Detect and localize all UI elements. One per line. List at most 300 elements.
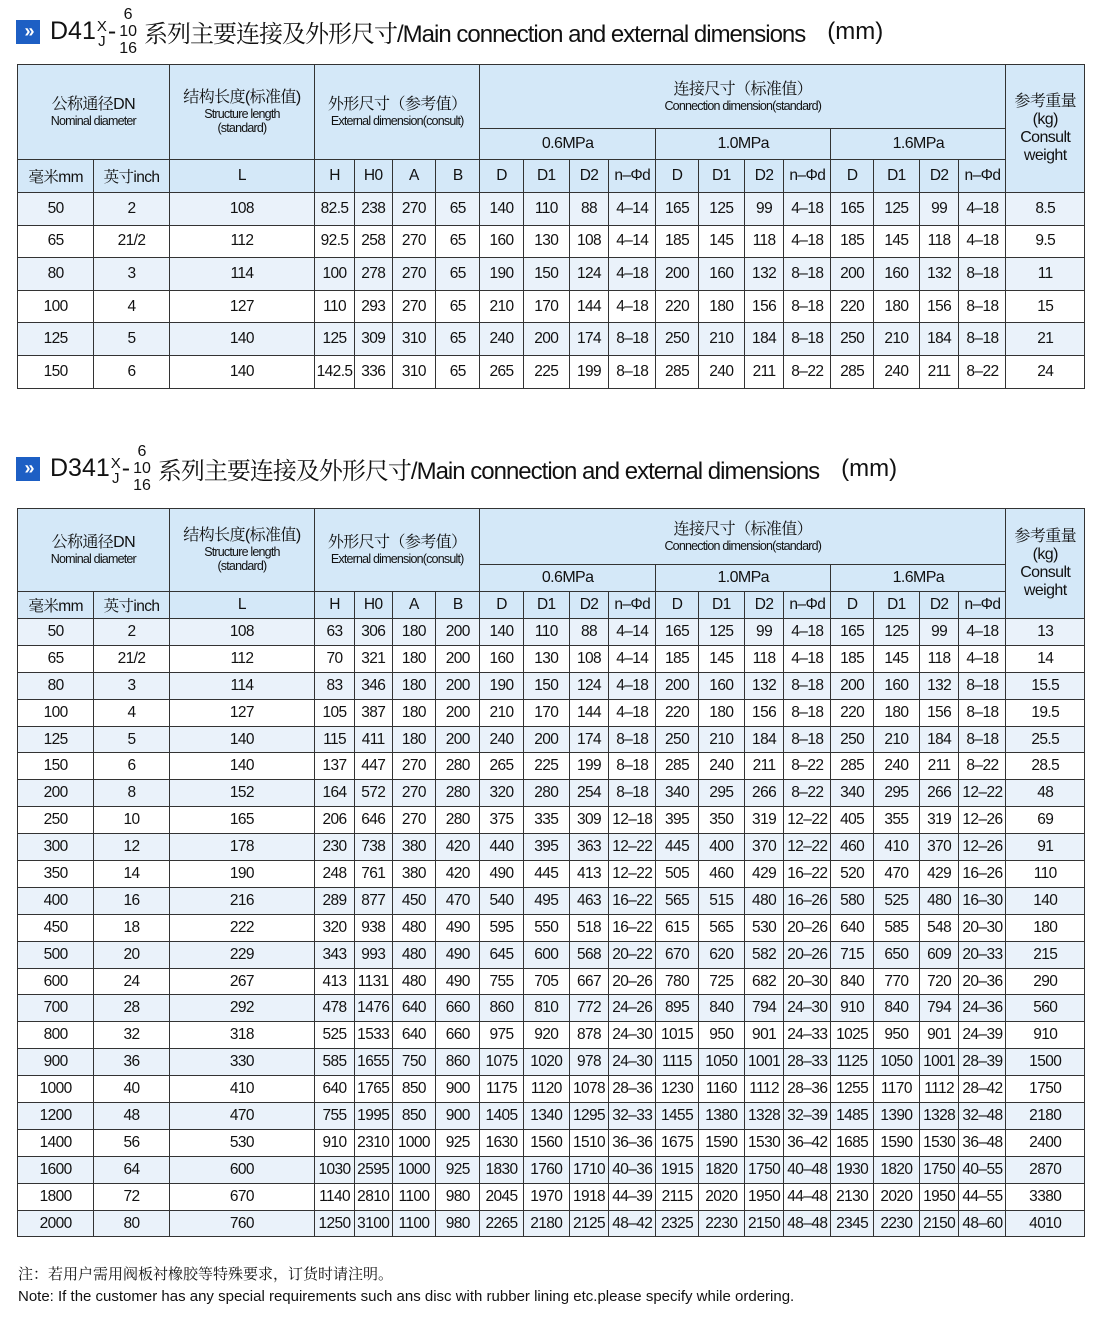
table-cell: 125 xyxy=(18,323,94,356)
table-cell: 160 xyxy=(873,672,919,699)
table-cell: 1476 xyxy=(354,995,392,1022)
table-cell: 108 xyxy=(569,645,609,672)
table-cell: 1765 xyxy=(354,1076,392,1103)
col-header-d1-label: D1 xyxy=(887,167,906,184)
table-row xyxy=(18,1022,1085,1049)
table-cell: 99 xyxy=(744,193,784,226)
col-header-nphi-label: n–Φd xyxy=(789,167,826,184)
structure-length-header-label: Structure length xyxy=(204,545,280,559)
col-header-inch-label-label: 英寸inch xyxy=(103,169,160,186)
table-cell: 82.5 xyxy=(315,193,355,226)
table-cell: 600 xyxy=(523,941,569,968)
table-cell: 1560 xyxy=(523,1129,569,1156)
table-cell: 105 xyxy=(315,699,355,726)
weight-header-label: Consult xyxy=(1020,128,1071,146)
table-cell: 100 xyxy=(18,290,94,323)
table-cell: 150 xyxy=(523,258,569,291)
table-cell: 320 xyxy=(480,780,524,807)
table-cell: 142.5 xyxy=(315,355,355,388)
table-cell: 28–39 xyxy=(959,1049,1006,1076)
table-cell: 184 xyxy=(744,726,784,753)
table-cell: 254 xyxy=(569,780,609,807)
table-cell: 1160 xyxy=(698,1076,744,1103)
table-cell: 140 xyxy=(169,726,315,753)
col-header-b xyxy=(436,592,480,619)
col-header-b-label: B xyxy=(452,167,463,184)
table-cell: 8–18 xyxy=(784,672,831,699)
table-row xyxy=(18,225,1085,258)
weight-header-label: 参考重量 xyxy=(1014,92,1077,110)
table-cell: 185 xyxy=(831,225,874,258)
table-cell: 56 xyxy=(94,1129,169,1156)
table-cell: 1380 xyxy=(698,1103,744,1130)
table-cell: 180 xyxy=(392,672,436,699)
table-cell: 278 xyxy=(354,258,392,291)
table-cell: 160 xyxy=(873,258,919,291)
col-header-h0 xyxy=(354,592,392,619)
table-cell: 1685 xyxy=(831,1129,874,1156)
table-cell: 346 xyxy=(354,672,392,699)
table-row xyxy=(18,807,1085,834)
table-cell: 130 xyxy=(523,225,569,258)
table-cell: 206 xyxy=(315,807,355,834)
table-cell: 88 xyxy=(569,193,609,226)
col-header-d1 xyxy=(698,592,744,619)
table-cell: 16–26 xyxy=(959,861,1006,888)
table-cell: 238 xyxy=(354,193,392,226)
table-cell: 480 xyxy=(919,887,959,914)
table-cell: 840 xyxy=(873,995,919,1022)
connection-dimension-header-label: 连接尺寸（标准值） xyxy=(673,520,813,538)
table-cell: 309 xyxy=(569,807,609,834)
model-code: D41 X J - 6 10 16 xyxy=(50,6,138,57)
pressure-group-2 xyxy=(831,129,1006,160)
table-cell: 18 xyxy=(94,914,169,941)
table-cell: 770 xyxy=(873,968,919,995)
table-cell: 20–33 xyxy=(959,941,1006,968)
table-cell: 8–18 xyxy=(959,726,1006,753)
table-cell: 9.5 xyxy=(1006,225,1085,258)
table-cell: 10 xyxy=(94,807,169,834)
table-cell: 370 xyxy=(919,834,959,861)
weight-header-label: Consult xyxy=(1020,563,1071,581)
table-row xyxy=(18,780,1085,807)
col-header-nphi-label: n–Φd xyxy=(614,167,651,184)
table-cell: 70 xyxy=(315,645,355,672)
table-cell: 1125 xyxy=(831,1049,874,1076)
table-cell: 165 xyxy=(656,193,699,226)
external-dimension-header-label: 外形尺寸（参考值） xyxy=(327,534,467,551)
table-header xyxy=(18,509,1085,619)
table-cell: 1175 xyxy=(480,1076,524,1103)
table-cell: 36–42 xyxy=(784,1129,831,1156)
table-cell: 609 xyxy=(919,941,959,968)
table-cell: 1530 xyxy=(919,1129,959,1156)
table-cell: 840 xyxy=(698,995,744,1022)
table-cell: 24 xyxy=(1006,355,1085,388)
col-header-d1-label: D1 xyxy=(712,167,731,184)
table-cell: 413 xyxy=(315,968,355,995)
table-cell: 65 xyxy=(436,290,480,323)
table-cell: 615 xyxy=(656,914,699,941)
table-cell: 2870 xyxy=(1006,1156,1085,1183)
table-cell: 343 xyxy=(315,941,355,968)
table-cell: 200 xyxy=(436,726,480,753)
table-row xyxy=(18,323,1085,356)
table-cell: 14 xyxy=(1006,645,1085,672)
table-cell: 645 xyxy=(480,941,524,968)
table-row xyxy=(18,1210,1085,1237)
table-cell: 445 xyxy=(656,834,699,861)
table-cell: 1800 xyxy=(18,1183,94,1210)
table-cell: 36–36 xyxy=(609,1129,656,1156)
table-cell: 1078 xyxy=(569,1076,609,1103)
table-cell: 40–55 xyxy=(959,1156,1006,1183)
table-cell: 306 xyxy=(354,619,392,646)
table-cell: 2230 xyxy=(873,1210,919,1237)
table-cell: 2000 xyxy=(18,1210,94,1237)
table-cell: 210 xyxy=(873,323,919,356)
table-cell: 490 xyxy=(480,861,524,888)
table-cell: 620 xyxy=(698,941,744,968)
table-cell: 335 xyxy=(523,807,569,834)
table-cell: 165 xyxy=(831,619,874,646)
table-cell: 210 xyxy=(480,290,524,323)
col-header-l xyxy=(169,592,315,619)
table-cell: 1820 xyxy=(873,1156,919,1183)
table-cell: 387 xyxy=(354,699,392,726)
table-row xyxy=(18,995,1085,1022)
table-row xyxy=(18,753,1085,780)
table-cell: 850 xyxy=(392,1103,436,1130)
unit-label: (mm) xyxy=(841,454,898,482)
table-cell: 100 xyxy=(18,699,94,726)
footnote xyxy=(18,1264,794,1308)
table-cell: 670 xyxy=(169,1183,315,1210)
table-cell: 240 xyxy=(698,355,744,388)
table-cell: 490 xyxy=(436,968,480,995)
table-cell: 88 xyxy=(569,619,609,646)
table-row xyxy=(18,887,1085,914)
table-cell: 210 xyxy=(480,699,524,726)
nominal-diameter-header-label: Nominal diameter xyxy=(50,114,136,128)
table-cell: 229 xyxy=(169,941,315,968)
table-cell: 64 xyxy=(94,1156,169,1183)
table-cell: 978 xyxy=(569,1049,609,1076)
col-header-d2-label: D2 xyxy=(579,596,599,613)
table-cell: 24–30 xyxy=(609,1022,656,1049)
table-cell: 108 xyxy=(169,619,315,646)
table-cell: 548 xyxy=(919,914,959,941)
table-cell: 44–48 xyxy=(784,1183,831,1210)
table-cell: 295 xyxy=(873,780,919,807)
table-cell: 8–18 xyxy=(959,258,1006,291)
pressure-group-0 xyxy=(480,129,656,160)
table-cell: 48–48 xyxy=(784,1210,831,1237)
table-cell: 140 xyxy=(480,193,524,226)
table-cell: 1100 xyxy=(392,1210,436,1237)
col-header-d2 xyxy=(919,160,959,193)
table-cell: 1050 xyxy=(698,1049,744,1076)
table-cell: 65 xyxy=(436,355,480,388)
table-cell: 48 xyxy=(94,1103,169,1130)
table-cell: 413 xyxy=(569,861,609,888)
table-cell: 700 xyxy=(18,995,94,1022)
table-cell: 32–33 xyxy=(609,1103,656,1130)
table-cell: 48–42 xyxy=(609,1210,656,1237)
table-cell: 165 xyxy=(169,807,315,834)
col-header-d1-label: D1 xyxy=(536,596,556,613)
table-cell: 258 xyxy=(354,225,392,258)
table-cell: 4 xyxy=(94,699,169,726)
col-header-h-label: H xyxy=(329,167,340,184)
table-cell: 215 xyxy=(1006,941,1085,968)
table-cell: 156 xyxy=(744,699,784,726)
table-cell: 715 xyxy=(831,941,874,968)
table-cell: 460 xyxy=(831,834,874,861)
table-cell: 8.5 xyxy=(1006,193,1085,226)
table-cell: 20–26 xyxy=(784,941,831,968)
table-cell: 210 xyxy=(698,323,744,356)
external-dimension-header-label: External dimension(consult) xyxy=(330,114,464,128)
table-cell: 200 xyxy=(436,699,480,726)
table-cell: 582 xyxy=(744,941,784,968)
table-cell: 1000 xyxy=(18,1076,94,1103)
table-cell: 336 xyxy=(354,355,392,388)
table-cell: 585 xyxy=(873,914,919,941)
table-cell: 1750 xyxy=(744,1156,784,1183)
table-cell: 410 xyxy=(873,834,919,861)
table-cell: 99 xyxy=(744,619,784,646)
table-cell: 20 xyxy=(94,941,169,968)
table-cell: 4010 xyxy=(1006,1210,1085,1237)
table-cell: 99 xyxy=(919,619,959,646)
col-header-d2 xyxy=(919,592,959,619)
table-cell: 28–36 xyxy=(609,1076,656,1103)
table-cell: 44–55 xyxy=(959,1183,1006,1210)
table-cell: 25.5 xyxy=(1006,726,1085,753)
table-cell: 8–18 xyxy=(609,753,656,780)
table-cell: 670 xyxy=(656,941,699,968)
table-cell: 21/2 xyxy=(94,225,169,258)
table-cell: 4–14 xyxy=(609,225,656,258)
table-cell: 3 xyxy=(94,672,169,699)
table-cell: 24–30 xyxy=(784,995,831,1022)
table-cell: 363 xyxy=(569,834,609,861)
table-cell: 860 xyxy=(436,1049,480,1076)
table-cell: 480 xyxy=(392,968,436,995)
table-cell: 420 xyxy=(436,861,480,888)
table-cell: 156 xyxy=(919,699,959,726)
table-cell: 290 xyxy=(1006,968,1085,995)
table-cell: 1340 xyxy=(523,1103,569,1130)
table-cell: 1115 xyxy=(656,1049,699,1076)
external-dimension-header-label: External dimension(consult) xyxy=(330,552,464,566)
col-header-mm-label xyxy=(18,160,94,193)
table-cell: 110 xyxy=(1006,861,1085,888)
table-cell: 650 xyxy=(873,941,919,968)
table-cell: 1020 xyxy=(523,1049,569,1076)
table-cell: 3 xyxy=(94,258,169,291)
table-cell: 200 xyxy=(656,672,699,699)
weight-header-label: (kg) xyxy=(1032,110,1058,128)
table-cell: 2180 xyxy=(523,1210,569,1237)
table-cell: 495 xyxy=(523,887,569,914)
table-cell: 4–18 xyxy=(609,290,656,323)
table-cell: 8–22 xyxy=(784,355,831,388)
table-cell: 200 xyxy=(656,258,699,291)
table-cell: 585 xyxy=(315,1049,355,1076)
table-cell: 200 xyxy=(523,726,569,753)
connection-dimension-header-label: Connection dimension(standard) xyxy=(664,538,822,553)
table-cell: 321 xyxy=(354,645,392,672)
table-cell: 65 xyxy=(18,645,94,672)
table-cell: 285 xyxy=(656,355,699,388)
table-cell: 2265 xyxy=(480,1210,524,1237)
table-cell: 1500 xyxy=(1006,1049,1085,1076)
table-cell: 450 xyxy=(18,914,94,941)
table-cell: 850 xyxy=(392,1076,436,1103)
table-cell: 1000 xyxy=(392,1156,436,1183)
pressure-group-1 xyxy=(656,565,831,592)
structure-length-header-label: (standard) xyxy=(217,121,267,135)
table-cell: 1510 xyxy=(569,1129,609,1156)
table-cell: 400 xyxy=(698,834,744,861)
connection-dimension-header xyxy=(480,509,1006,565)
table-cell: 310 xyxy=(392,355,436,388)
table-cell: 184 xyxy=(919,726,959,753)
table-cell: 6 xyxy=(94,355,169,388)
external-dimension-header xyxy=(315,65,480,160)
table-row xyxy=(18,968,1085,995)
col-header-l-label: L xyxy=(237,167,246,184)
table-row xyxy=(18,645,1085,672)
table-cell: 755 xyxy=(315,1103,355,1130)
table-cell: 2020 xyxy=(698,1183,744,1210)
table-cell: 83 xyxy=(315,672,355,699)
col-header-d xyxy=(831,592,874,619)
table-cell: 525 xyxy=(315,1022,355,1049)
pressure-group-1-label: 1.0MPa xyxy=(717,135,769,152)
table-cell: 1630 xyxy=(480,1129,524,1156)
table-cell: 28–42 xyxy=(959,1076,1006,1103)
table-cell: 518 xyxy=(569,914,609,941)
table-cell: 2150 xyxy=(919,1210,959,1237)
table-cell: 270 xyxy=(392,193,436,226)
table-cell: 900 xyxy=(436,1103,480,1130)
table-cell: 1200 xyxy=(18,1103,94,1130)
table-cell: 565 xyxy=(698,914,744,941)
table-cell: 266 xyxy=(744,780,784,807)
col-header-h0 xyxy=(354,160,392,193)
table-cell: 240 xyxy=(480,726,524,753)
table-cell: 11 xyxy=(1006,258,1085,291)
table-cell: 910 xyxy=(315,1129,355,1156)
table-cell: 4–18 xyxy=(609,699,656,726)
col-header-h0-label: H0 xyxy=(363,596,383,613)
table-cell: 118 xyxy=(744,645,784,672)
table-cell: 8–22 xyxy=(959,355,1006,388)
section1-title xyxy=(16,6,883,57)
table-cell: 1590 xyxy=(873,1129,919,1156)
table-cell: 405 xyxy=(831,807,874,834)
table-cell: 12 xyxy=(94,834,169,861)
table-cell: 16–22 xyxy=(784,861,831,888)
table-cell: 160 xyxy=(698,672,744,699)
table-cell: 12–22 xyxy=(784,834,831,861)
table-cell: 8–18 xyxy=(784,699,831,726)
table-cell: 127 xyxy=(169,699,315,726)
col-header-h xyxy=(315,160,355,193)
col-header-l-label: L xyxy=(237,596,246,613)
table-cell: 505 xyxy=(656,861,699,888)
col-header-d2-label: D2 xyxy=(579,167,599,184)
col-header-a-label: A xyxy=(409,596,419,613)
table-cell: 125 xyxy=(873,619,919,646)
table-cell: 340 xyxy=(656,780,699,807)
table-cell: 595 xyxy=(480,914,524,941)
col-header-d1-label: D1 xyxy=(887,596,906,613)
table-cell: 293 xyxy=(354,290,392,323)
table-cell: 28–33 xyxy=(784,1049,831,1076)
table-cell: 993 xyxy=(354,941,392,968)
table-cell: 738 xyxy=(354,834,392,861)
table-row xyxy=(18,1183,1085,1210)
table-cell: 178 xyxy=(169,834,315,861)
table-row xyxy=(18,699,1085,726)
table-cell: 2310 xyxy=(354,1129,392,1156)
table-cell: 165 xyxy=(656,619,699,646)
col-header-inch-label-label: 英寸inch xyxy=(103,598,160,615)
table-cell: 600 xyxy=(18,968,94,995)
table-cell: 2230 xyxy=(698,1210,744,1237)
table-cell: 289 xyxy=(315,887,355,914)
external-dimension-header-label: 外形尺寸（参考值） xyxy=(327,96,467,113)
table-cell: 8–18 xyxy=(784,258,831,291)
table-row xyxy=(18,672,1085,699)
table-cell: 250 xyxy=(18,807,94,834)
table-cell: 16–22 xyxy=(609,887,656,914)
table-cell: 1030 xyxy=(315,1156,355,1183)
table-cell: 1655 xyxy=(354,1049,392,1076)
table-row xyxy=(18,290,1085,323)
table-cell: 240 xyxy=(480,323,524,356)
table-cell: 24–30 xyxy=(609,1049,656,1076)
table-cell: 295 xyxy=(698,780,744,807)
table-cell: 1930 xyxy=(831,1156,874,1183)
double-chevron-icon: » xyxy=(16,457,40,481)
table-cell: 682 xyxy=(744,968,784,995)
table-cell: 65 xyxy=(436,225,480,258)
table-cell: 500 xyxy=(18,941,94,968)
table-cell: 185 xyxy=(656,645,699,672)
table-cell: 1485 xyxy=(831,1103,874,1130)
table-cell: 32–39 xyxy=(784,1103,831,1130)
table-cell: 375 xyxy=(480,807,524,834)
col-header-d-label: D xyxy=(496,167,507,184)
table-cell: 8–22 xyxy=(959,753,1006,780)
table-cell: 429 xyxy=(744,861,784,888)
table-cell: 490 xyxy=(436,914,480,941)
table-cell: 115 xyxy=(315,726,355,753)
col-header-nphi-label: n–Φd xyxy=(964,596,1001,613)
col-header-d1 xyxy=(873,160,919,193)
table-cell: 199 xyxy=(569,753,609,780)
table-cell: 8–18 xyxy=(959,699,1006,726)
col-header-d xyxy=(480,592,524,619)
table-cell: 13 xyxy=(1006,619,1085,646)
table-cell: 4–14 xyxy=(609,645,656,672)
